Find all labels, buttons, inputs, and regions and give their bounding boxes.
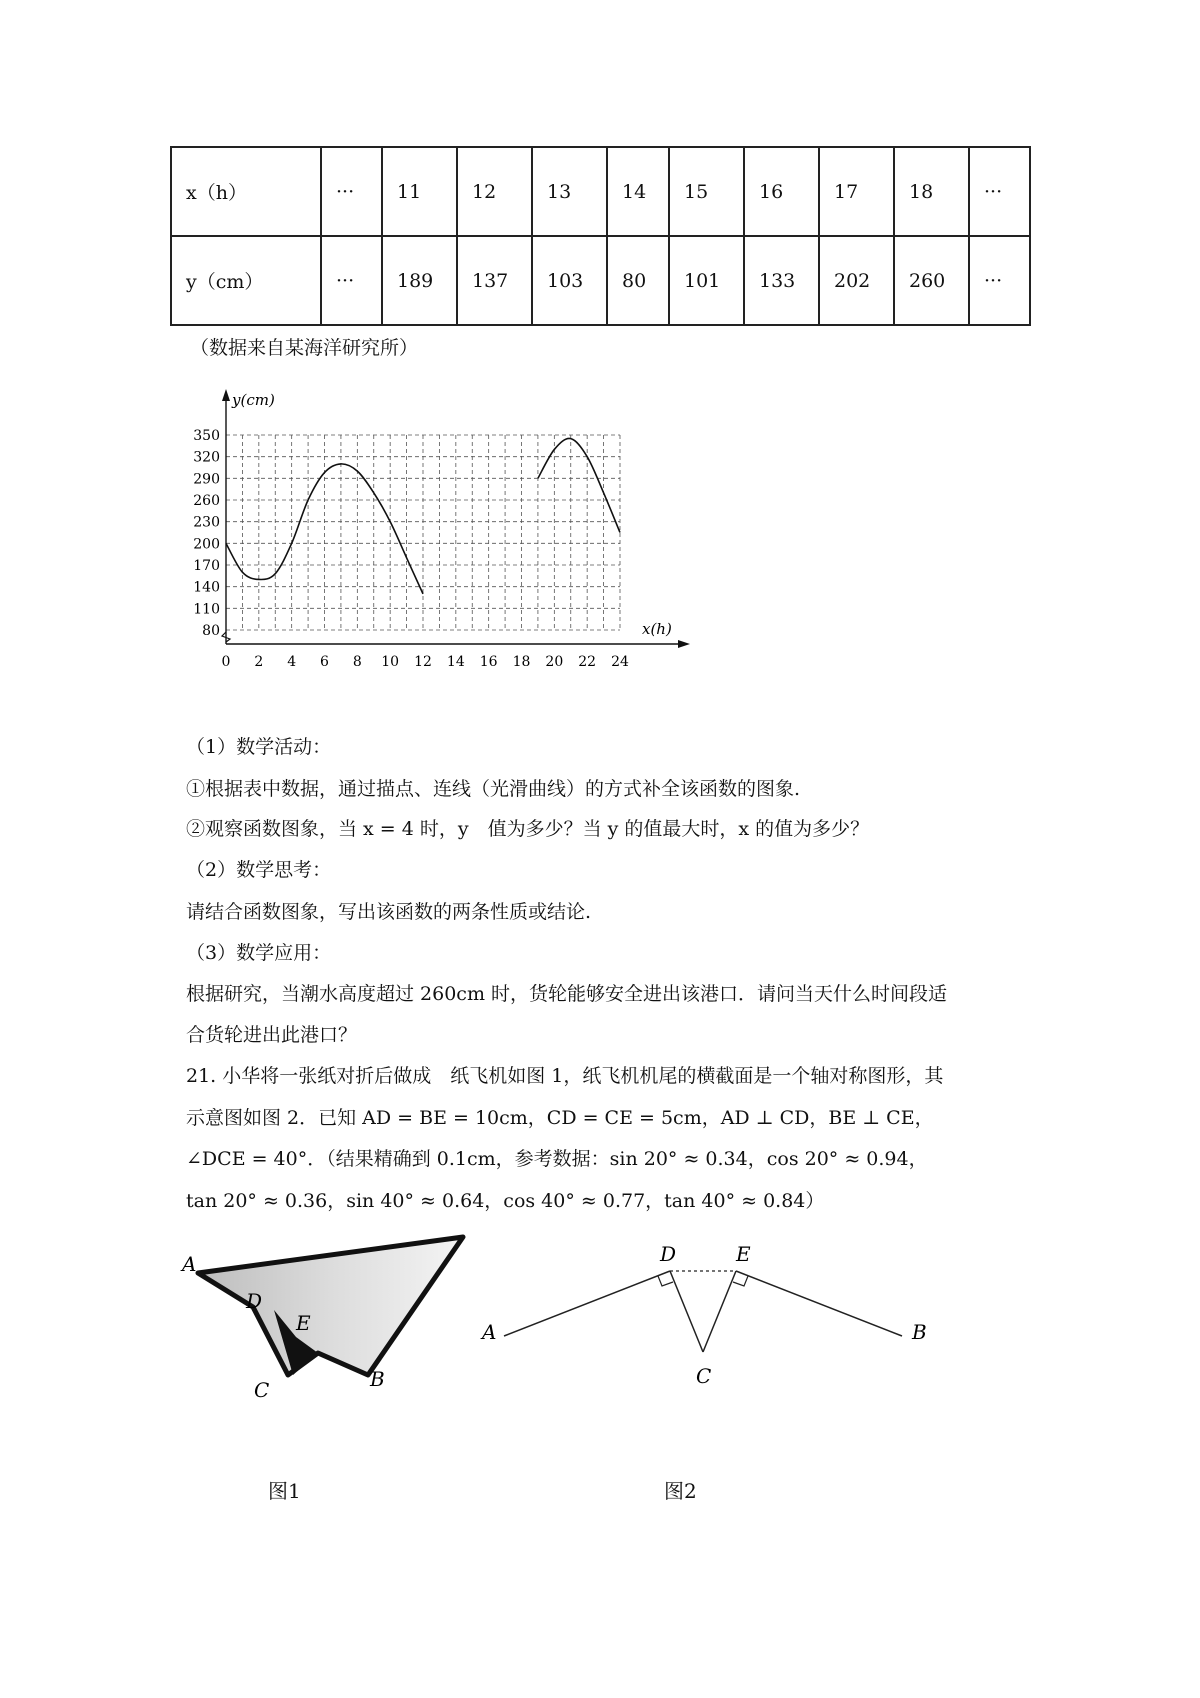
y-tick-label: 110 (193, 601, 220, 618)
y-tick-label: 320 (193, 449, 220, 466)
chart-grid (226, 435, 620, 630)
q1-title: （1）数学活动： (186, 736, 332, 758)
y-tick-label: 200 (193, 536, 220, 553)
table-caption: （数据来自某海洋研究所） (190, 337, 419, 359)
x-tick-label: 12 (414, 654, 432, 670)
data-table (170, 146, 1031, 326)
x-tick-label: 20 (545, 654, 564, 670)
table-cell: 16 (744, 147, 819, 236)
x-tick-label: 24 (611, 654, 629, 670)
table-cell: 202 (819, 236, 894, 325)
q1-part-b: ②观察函数图象，当 x = 4 时，y 值为多少？当 y 的值最大时，x 的值为多少？ (186, 818, 870, 840)
q2-title: （2）数学思考： (186, 859, 332, 881)
fig1-label-c: C (254, 1378, 270, 1402)
table-cell: 260 (894, 236, 969, 325)
fig2-label-c: C (696, 1364, 712, 1388)
segment-be (736, 1271, 902, 1336)
x-tick-label: 22 (578, 654, 597, 670)
cross-section-diagram (470, 1225, 940, 1405)
q3-title: （3）数学应用： (186, 942, 332, 964)
table-header-x: x（h） (171, 147, 321, 236)
x-axis-arrow (678, 640, 690, 648)
table-cell: 133 (744, 236, 819, 325)
table-cell: 18 (894, 147, 969, 236)
y-tick-label: 140 (193, 579, 220, 596)
fig1-label-b: B (370, 1367, 385, 1391)
q3-body-line2: 合货轮进出此港口？ (186, 1024, 358, 1046)
x-tick-label: 6 (320, 654, 329, 670)
right-angle-mark-e (733, 1276, 748, 1286)
table-cell: ··· (969, 147, 1030, 236)
table-cell: ··· (969, 236, 1030, 325)
fig1-label-e: E (296, 1311, 311, 1335)
tide-chart (180, 380, 700, 674)
fig2-label-b: B (912, 1320, 927, 1344)
table-cell: 13 (532, 147, 607, 236)
segment-ad (504, 1271, 670, 1336)
table-cell: 12 (457, 147, 532, 236)
problem21-line3: ∠DCE = 40°．（结果精确到 0.1cm，参考数据：sin 20° ≈ 0.34，cos 20° ≈ 0.94， (186, 1148, 928, 1170)
problem21-line2: 示意图如图 2．已知 AD = BE = 10cm，CD = CE = 5cm，AD ⊥ CD，BE ⊥ CE， (186, 1107, 934, 1129)
figure-2-caption: 图2 (664, 1479, 697, 1503)
segment-ec (703, 1271, 736, 1352)
x-tick-label: 18 (512, 654, 531, 670)
x-tick-label: 8 (352, 654, 362, 670)
x-tick-label: 0 (221, 654, 231, 670)
table-header-y: y（cm） (171, 236, 321, 325)
table-cell: 103 (532, 236, 607, 325)
y-tick-label: 260 (193, 493, 220, 509)
paper-airplane-illustration (178, 1225, 478, 1405)
y-tick-label: 80 (202, 623, 220, 639)
fig2-label-e: E (736, 1242, 751, 1266)
y-tick-label: 350 (193, 428, 220, 444)
chart-axes (222, 389, 690, 648)
table-cell: 189 (382, 236, 457, 325)
series-line-2 (538, 438, 620, 532)
y-tick-label: 290 (193, 471, 220, 488)
table-cell: 101 (669, 236, 744, 325)
q3-body-line1: 根据研究，当潮水高度超过 260cm 时，货轮能够安全进出该港口．请问当天什么时间段适 (186, 983, 948, 1005)
fig2-label-d: D (660, 1242, 677, 1266)
x-tick-label: 4 (287, 654, 297, 670)
table-cell: 137 (457, 236, 532, 325)
segment-dc (670, 1271, 703, 1352)
table-cell: 17 (819, 147, 894, 236)
figure-1 (178, 1225, 478, 1409)
table-cell: 11 (382, 147, 457, 236)
table-row-y (171, 236, 1030, 325)
y-axis-label: y(cm) (232, 391, 275, 409)
figure-1-caption: 图1 (268, 1479, 301, 1503)
right-angle-mark-d (658, 1276, 673, 1286)
fig1-label-a: A (182, 1252, 197, 1276)
fig2-label-a: A (482, 1320, 497, 1344)
x-axis-label: x(h) (642, 620, 672, 638)
tide-chart-svg (180, 380, 700, 670)
problem21-line1: 21. 小华将一张纸对折后做成 纸飞机如图 1，纸飞机机尾的横截面是一个轴对称图形，其 (186, 1065, 944, 1087)
table-cell: ··· (321, 236, 382, 325)
figure-2 (470, 1225, 940, 1409)
table-cell: 80 (607, 236, 669, 325)
y-tick-label: 230 (193, 514, 220, 531)
q2-body: 请结合函数图象，写出该函数的两条性质或结论. (186, 901, 592, 923)
y-tick-label: 170 (193, 558, 220, 574)
fig1-label-d: D (246, 1289, 263, 1313)
x-tick-label: 10 (381, 654, 400, 670)
table-cell: ··· (321, 147, 382, 236)
x-tick-label: 2 (254, 654, 264, 670)
y-axis-arrow (222, 389, 230, 401)
x-tick-label: 16 (479, 654, 498, 670)
x-tick-label: 14 (446, 654, 465, 670)
q1-part-a: ①根据表中数据，通过描点、连线（光滑曲线）的方式补全该函数的图象. (186, 778, 801, 800)
airplane-wing (198, 1237, 463, 1375)
problem21-line4: tan 20° ≈ 0.36，sin 40° ≈ 0.64，cos 40° ≈ 0.77，tan 40° ≈ 0.84） (186, 1190, 825, 1212)
table-cell: 15 (669, 147, 744, 236)
table-cell: 14 (607, 147, 669, 236)
table-row-x (171, 147, 1030, 236)
